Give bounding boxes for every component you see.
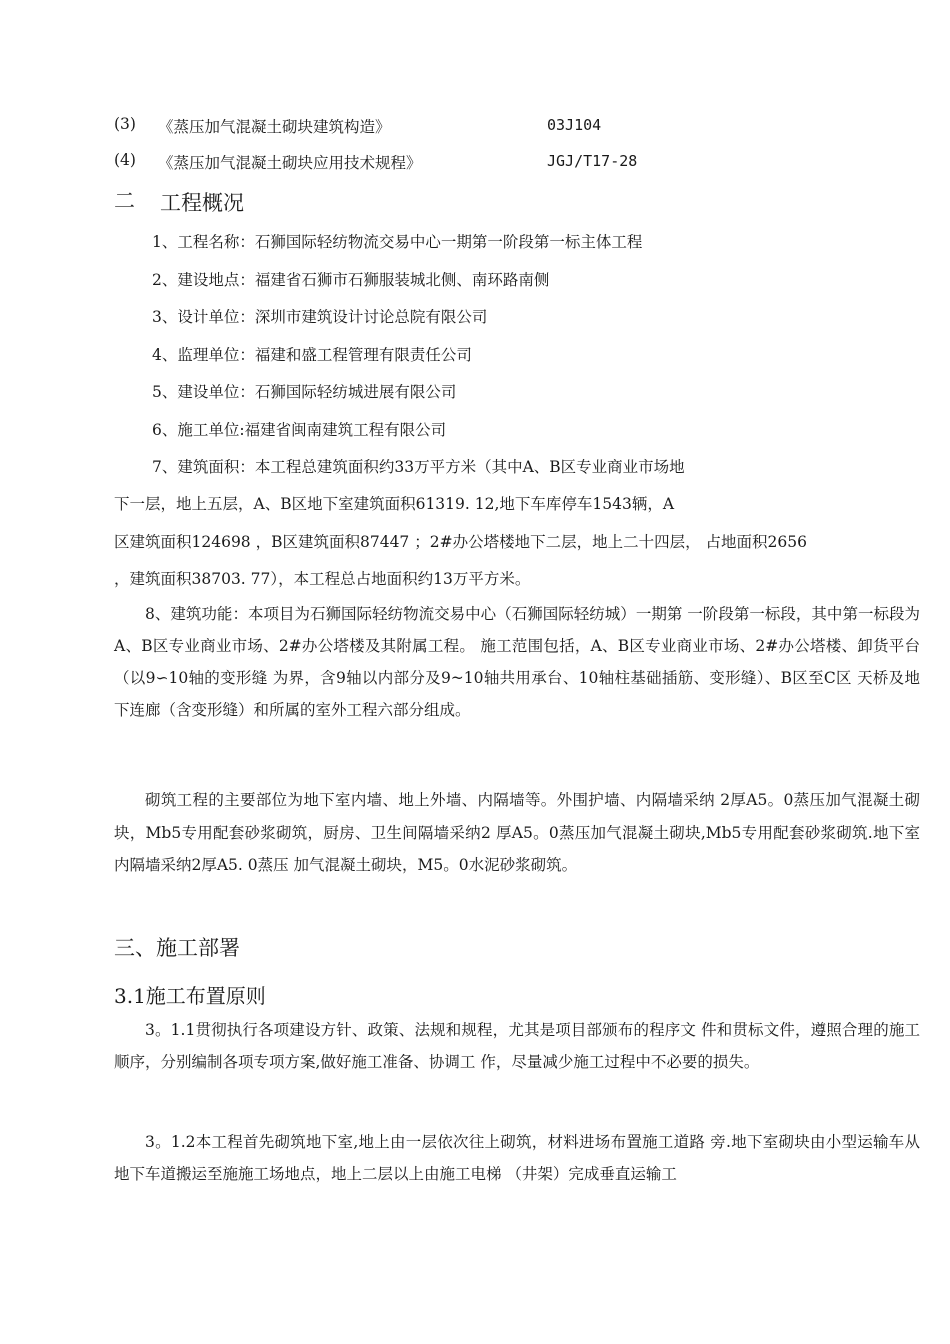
section-number: 二: [114, 189, 135, 213]
building-area-line: 区建筑面积124698 ，B区建筑面积87447 ；2#办公塔楼地下二层，地上二十四层， 占地面积2656: [114, 533, 807, 551]
building-area-line: 下一层，地上五层，A、B区地下室建筑面积61319. 12,地下车库停车1543辆，A: [114, 495, 675, 513]
section-heading: 三、施工部署: [114, 936, 240, 960]
project-info-item: 6、施工单位:福建省闽南建筑工程有限公司: [152, 421, 447, 439]
section-title: 工程概况: [160, 191, 244, 215]
subsection-heading: 3.1施工布置原则: [114, 984, 266, 1008]
masonry-paragraph: 砌筑工程的主要部位为地下室内墙、地上外墙、内隔墙等。外围护墙、内隔墙采纳 2厚A5。0蒸压加气混凝土砌块，Mb5专用配套砂浆砌筑，厨房、卫生间隔墙采纳2 厚A5。0蒸压加气混凝土砌块,Mb5专用配套砂浆砌筑.地下室内隔墙采纳2厚A5. 0蒸压 加气混凝土砌块，M5。0水泥砂浆砌筑。: [114, 791, 920, 874]
project-info-item: 3、设计单位：深圳市建筑设计讨论总院有限公司: [152, 308, 488, 326]
project-info-item: 4、监理单位：福建和盛工程管理有限责任公司: [152, 346, 472, 364]
project-info-item: 1、工程名称：石狮国际轻纺物流交易中心一期第一阶段第一标主体工程: [152, 233, 643, 251]
principle-paragraph: 3。1.1贯彻执行各项建设方针、政策、法规和规程，尤其是项目部颁布的程序文 件和贯标文件，遵照合理的施工顺序，分别编制各项专项方案,做好施工准备、协调工 作，尽量减少施工过程中不必要的损失。: [114, 1021, 920, 1071]
reference-number: (4): [114, 151, 136, 169]
reference-title: 《蒸压加气混凝土砌块建筑构造》: [158, 118, 391, 136]
reference-number: (3): [114, 115, 136, 133]
building-function-paragraph: 8、建筑功能：本项目为石狮国际轻纺物流交易中心（石狮国际轻纺城）一期第 一阶段第一标段，其中第一标段为A、B区专业商业市场、2#办公塔楼及其附属工程。 施工范围包括，A、B区专业商业市场、2#办公塔楼、卸货平台（以9∽10轴的变形缝 为界，含9轴以内部分及9~10轴共用承台、10轴柱基础插筋、变形缝）、B区至C区 天桥及地下连廊（含变形缝）和所属的室外工程六部分组成。: [114, 605, 920, 719]
project-info-item: 2、建设地点：福建省石狮市石狮服装城北侧、南环路南侧: [152, 271, 550, 289]
reference-title: 《蒸压加气混凝土砌块应用技术规程》: [158, 154, 422, 172]
building-area-line: ，建筑面积38703. 77），本工程总占地面积约13万平方米。: [114, 570, 531, 588]
principle-paragraph: 3。1.2本工程首先砌筑地下室,地上由一层依次往上砌筑，材料进场布置施工道路 旁.地下室砌块由小型运输车从地下车道搬运至施施工场地点，地上二层以上由施工电梯 （井架）完成垂直运输工: [114, 1133, 920, 1183]
project-info-item: 5、建设单位：石狮国际轻纺城进展有限公司: [152, 383, 457, 401]
building-area-line: 7、建筑面积：本工程总建筑面积约33万平方米（其中A、B区专业商业市场地: [152, 458, 685, 476]
reference-code: JGJ/T17-28: [547, 152, 638, 170]
reference-code: 03J104: [547, 116, 602, 134]
